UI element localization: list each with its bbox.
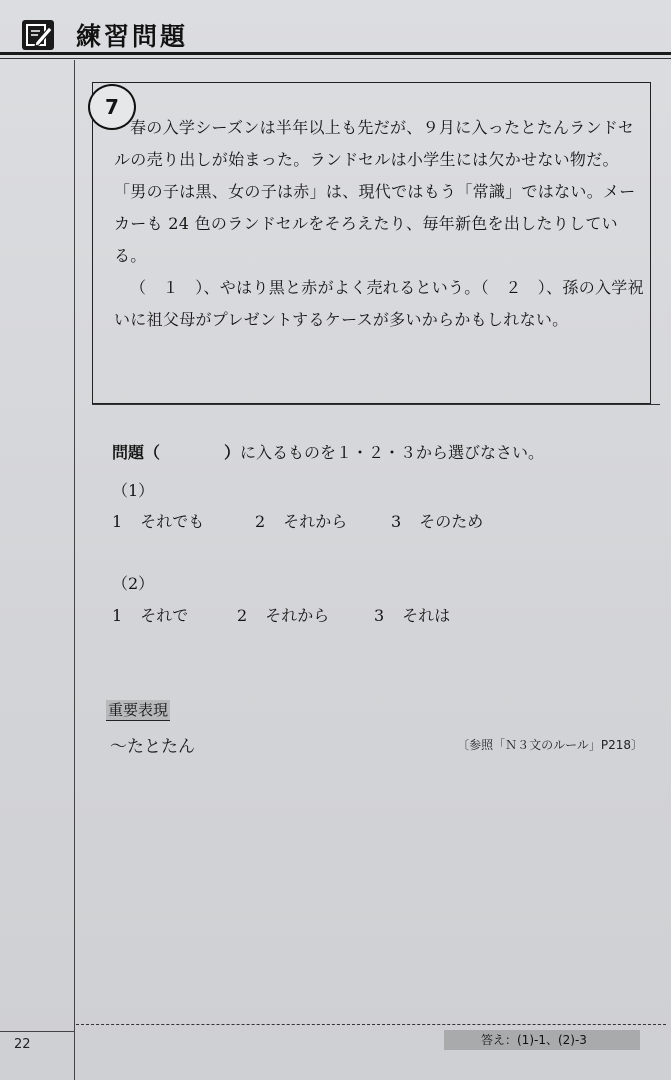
page-number: 22 [14, 1037, 31, 1052]
option-number: 2 [255, 512, 266, 531]
page-title: 練習問題 [76, 22, 189, 51]
question-instruction [112, 440, 544, 463]
option-text: それでも [140, 512, 205, 531]
options-row-2 [112, 603, 450, 626]
passage-divider [92, 404, 660, 405]
option-1-3[interactable] [391, 509, 483, 532]
option-2-2[interactable] [237, 603, 374, 626]
option-text: それから [265, 606, 330, 625]
answer-key: 答え：(1)-1、(2)-3 [481, 1033, 587, 1047]
option-number: 3 [374, 606, 385, 625]
header-rule-thin [0, 58, 671, 59]
question-instruction-text: に入るものを１・２・３から選びなさい。 [240, 443, 545, 462]
question-label: 問題（ ） [112, 443, 241, 462]
section-header [0, 0, 671, 60]
footer-rule [0, 1031, 74, 1032]
passage-paragraph-2: 「男の子は黒、女の子は赤」は、現代ではもう「常識」ではない。メーカーも 24 色のランドセルをそろえたり、毎年新色を出したりしている。 [114, 182, 636, 265]
margin-line [74, 60, 75, 1080]
key-expression: 〜たとたん [110, 737, 195, 757]
reading-passage [114, 112, 644, 336]
option-text: それから [283, 512, 348, 531]
key-expression-label: 重要表現 [108, 701, 169, 719]
pencil-note-icon [22, 20, 54, 50]
item-label-1: （1） [112, 481, 155, 500]
option-1-2[interactable] [255, 509, 391, 532]
footer-dashed-line [76, 1024, 666, 1025]
options-row-1 [112, 509, 483, 532]
option-number: 2 [237, 606, 248, 625]
option-2-1[interactable] [112, 603, 237, 626]
option-number: 1 [112, 512, 123, 531]
passage-paragraph-1: 春の入学シーズンは半年以上も先だが、９月に入ったとたんランドセルの売り出しが始まった。ランドセルは小学生には欠かせない物だ。 [114, 118, 635, 169]
option-text: そのため [419, 512, 484, 531]
option-number: 3 [391, 512, 402, 531]
option-2-3[interactable] [374, 603, 450, 626]
passage-paragraph-3: （ １ ）、やはり黒と赤がよく売れるという。（ ２ ）、孫の入学祝いに祖父母がプレゼントするケースが多いからかもしれない。 [114, 278, 644, 329]
option-number: 1 [112, 606, 123, 625]
item-label-2: （2） [112, 574, 155, 593]
header-rule [0, 52, 671, 55]
reference-note: 〔参照「Ｎ３文のルール」P218〕 [457, 738, 643, 752]
option-1-1[interactable] [112, 509, 255, 532]
option-text: それは [402, 606, 451, 625]
option-text: それで [140, 606, 189, 625]
question-number-badge: 7 [88, 84, 136, 130]
